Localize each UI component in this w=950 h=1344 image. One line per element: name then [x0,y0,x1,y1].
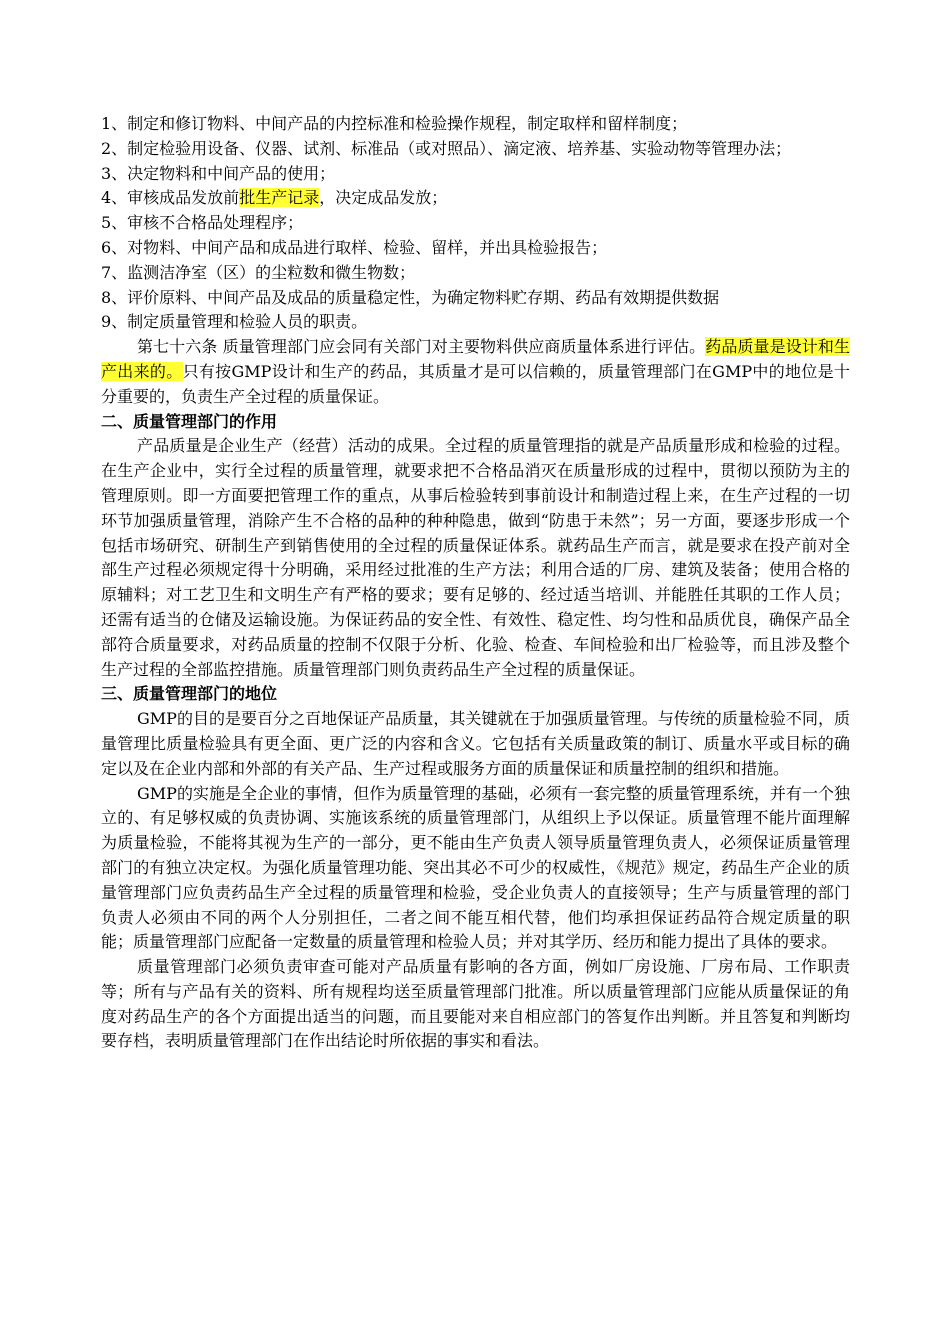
list-item-7: 7、监测洁净室（区）的尘粒数和微生物数； [101,262,416,282]
list-item-2: 2、制定检验用设备、仪器、试剂、标准品（或对照品）、滴定液、培养基、实验动物等管理办法； [101,138,792,158]
list-item-8: 8、评价原料、中间产品及成品的质量稳定性，为确定物料贮存期、药品有效期提供数据 [101,287,720,307]
section-3-paragraph-1: GMP的目的是要百分之百地保证产品质量，其关键就在于加强质量管理。与传统的质量检验不同，质量管理比质量检验具有更全面、更广泛的内容和含义。它包括有关质量政策的制订、质量水平或目标的确定以及在企业内部和外部的有关产品、生产过程或服务方面的质量保证和质量控制的组织和措施。 [101,709,850,778]
list-item-6: 6、对物料、中间产品和成品进行取样、检验、留样，并出具检验报告； [101,237,608,257]
list-item-4-text: 4、审核成品发放前 [101,188,240,208]
list-item-3: 3、决定物料和中间产品的使用； [101,163,336,183]
list-item-9: 9、制定质量管理和检验人员的职责。 [101,312,368,332]
highlighted-text: 药品质量是设计和生产出来的。 [101,337,850,381]
list-item-5: 5、审核不合格品处理程序； [101,213,304,233]
section-3-heading: 三、质量管理部门的地位 [101,684,278,704]
section-2-heading: 二、质量管理部门的作用 [101,411,278,431]
section-3-paragraph-3: 质量管理部门必须负责审查可能对产品质量有影响的各方面，例如厂房设施、厂房布局、工作职责等；所有与产品有关的资料、所有规程均送至质量管理部门批准。所以质量管理部门应能从质量保证的角度对药品生产的各个方面提出适当的问题，而且要能对来自相应部门的答复作出判断。并且答复和判断均要存档，表明质量管理部门在作出结论时所依据的事实和看法。 [101,957,850,1051]
list-item-4 [101,186,850,211]
section-3-paragraph-2: GMP的实施是全企业的事情，但作为质量管理的基础，必须有一套完整的质量管理系统，并有一个独立的、有足够权威的负责协调、实施该系统的质量管理部门，从组织上予以保证。质量管理不能片面理解为质量检验，不能将其视为生产的一部分，更不能由生产负责人领导质量管理负责人，必须保证质量管理部门的有独立决定权。为强化质量管理功能、突出其必不可少的权威性，《规范》规定，药品生产企业的质量管理部门应负责药品生产全过程的质量管理和检验，受企业负责人的直接领导；生产与质量管理的部门负责人必须由不同的两个人分别担任，二者之间不能互相代替，他们均承担保证药品符合规定质量的职能；质量管理部门应配备一定数量的质量管理和检验人员；并对其学历、经历和能力提出了具体的要求。 [101,783,850,952]
article-76-text: 第七十六条 质量管理部门应会同有关部门对主要物料供应商质量体系进行评估。 [137,337,706,357]
list-item-1: 1、制定和修订物料、中间产品的内控标准和检验操作规程，制定取样和留样制度； [101,114,688,133]
article-76-paragraph [101,335,850,409]
section-2-paragraph: 产品质量是企业生产（经营）活动的成果。全过程的质量管理指的就是产品质量形成和检验的过程。在生产企业中，实行全过程的质量管理，就要求把不合格品消灭在质量形成的过程中，贯彻以预防为主的管理原则。即一方面要把管理工作的重点，从事后检验转到事前设计和制造过程上来，在生产过程的一切环节加强质量管理，消除产生不合格的品种的种种隐患，做到“防患于未然”；另一方面，要逐步形成一个包括市场研究、研制生产到销售使用的全过程的质量保证体系。就药品生产而言，就是要求在投产前对全部生产过程必须规定得十分明确，采用经过批准的生产方法；利用合适的厂房、建筑及装备；使用合格的原辅料；对工艺卫生和文明生产有严格的要求；要有足够的、经过适当培训、并能胜任其职的工作人员；还需有适当的仓储及运输设施。为保证药品的安全性、有效性、稳定性、均匀性和品质优良，确保产品全部符合质量要求，对药品质量的控制不仅限于分析、化验、检查、车间检验和出厂检验等，而且涉及整个生产过程的全部监控措施。质量管理部门则负责药品生产全过程的质量保证。 [101,436,850,679]
highlighted-text: 批生产记录 [239,188,320,208]
list-item-4-text-end: ，决定成品发放； [319,188,448,208]
article-76-text-end: 只有按GMP设计和生产的药品，其质量才是可以信赖的，质量管理部门在GMP中的地位是十分重要的，负责生产全过程的质量保证。 [101,361,850,406]
